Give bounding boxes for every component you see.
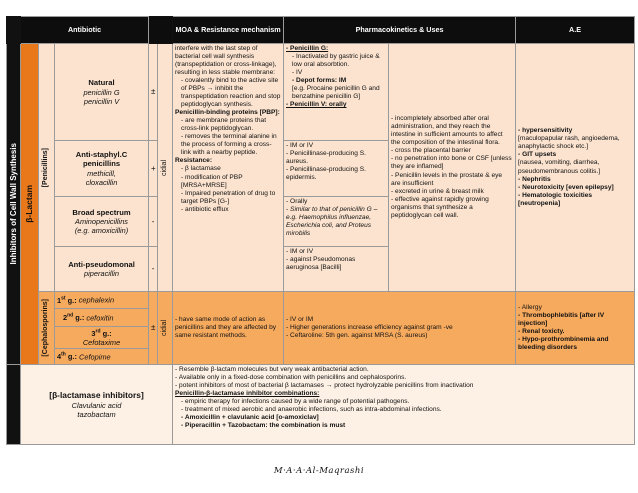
side-text-penicillins: [Penicillins] [42, 147, 50, 188]
pk-natural-line-3: - IV [292, 69, 303, 77]
pharmacology-table-sheet [6, 16, 634, 456]
side-label-inhibitors [7, 44, 21, 365]
ae-line-2: [maculopapular rash, angioedema, anaphylactic shock etc.] [518, 135, 620, 151]
bli-line-1: - Resemble β-lactam molecules but very weak antibacterial action. [175, 366, 369, 373]
ceph-gen2-drug: cefoxitin [86, 313, 114, 323]
moa-line-10: - antibiotic efflux [181, 205, 229, 213]
cidial-penicillins [158, 44, 173, 292]
pk-natural-line-5: [e.g. Procaine penicillin G and benzathine penicillin G] [292, 85, 380, 101]
ceph-gen4 [55, 349, 149, 365]
header-ae: A.E [516, 17, 635, 44]
pk-general-line-6: - effective against rapidly growing organisms that synthesize a peptidoglycan cell wall. [391, 195, 489, 219]
pk-natural-line-6: - Penicillin V: orally [286, 101, 347, 109]
ceph-ae-line-2: - Thrombophlebitis [after IV injection] [518, 311, 605, 327]
ae-line-6: - Neurotoxicity [even epilepsy] [518, 183, 614, 191]
natural-sign: ± [149, 44, 158, 141]
row-beta-lactamase-inhibitors [7, 365, 635, 445]
ceph-gen1-sup: st [61, 295, 66, 302]
broad-name: Broad spectrum [72, 207, 131, 217]
moa-line-9: - Impaired penetration of drug to target PBPs [G-] [181, 189, 276, 205]
ceph-gen1-suffix: g.: [65, 295, 79, 305]
moa-line-3: Penicillin-binding proteins [PBP]: [175, 109, 280, 117]
bli-drugs: Clavulanic acid tazobactam [71, 400, 122, 419]
bli-line-4: Penicillin-β-lactamase inhibitor combinations: [175, 390, 320, 398]
side-text-cephalosporins: [Cephalosporins] [42, 299, 50, 357]
broad-drugs: Aminopenicillins (e.g. amoxicillin) [74, 217, 129, 236]
bli-line-8: - Piperacillin + Tazobactam: the combination is must [181, 422, 346, 430]
ceph-gen1-drug: cephalexin [78, 295, 115, 305]
bli-name: [β-lactamase inhibitors] [49, 390, 144, 401]
bli-line-5: - empiric therapy for infections caused by a wide range of potential pathogens. [181, 398, 410, 406]
ceph-gen1-ord: 1 [57, 295, 62, 305]
ae-line-1: - hypersensitivity [518, 127, 573, 135]
ceph-gen2 [55, 309, 149, 327]
moa-line-5: - removes the terminal alanine in the process of forming a cross-link with a nearby peptide. [181, 133, 277, 157]
ceph-gen3-sup: rd [95, 328, 101, 335]
pk-antistaph-line-2: - Penicillinase-producing S. aureus. [286, 150, 366, 166]
pk-general-line-3: - no penetration into bone or CSF [unless they are inflamed] [391, 155, 512, 171]
ceph-gen4-sup: th [61, 351, 66, 358]
cell-pk-antistaph [284, 141, 389, 197]
pk-antistaph-line-3: - Penicillinase-producing S. epidermis. [286, 166, 366, 182]
cell-pk-natural [284, 44, 389, 141]
side-label-beta-lactam [21, 44, 39, 365]
pk-broad-line-1: - Orally [286, 198, 308, 205]
cell-pk-broad [284, 197, 389, 247]
cidial-cephalosporins [158, 292, 173, 365]
cidial-text-cephalosporins: cidial [160, 320, 168, 336]
side-label-cephalosporins [39, 292, 55, 365]
ceph-gen1 [55, 292, 149, 309]
moa-line-7: - β lactamase [181, 165, 221, 173]
pk-natural-line-2: - Inactivated by gastric juice & low oral absorbtion. [292, 53, 380, 69]
natural-name: Natural [88, 78, 115, 88]
bli-line-7: - Amoxicillin + clavulanic acid [o-amoxiclav] [181, 414, 319, 422]
pk-antipseudo-line-2: - against Pseudomonas aeruginosa [Bacilli] [286, 256, 356, 272]
moa-line-1: interfere with the last step of bacterial cell wall synthesis (transpeptidation or cross-linkage), resulting in less stable membrane: [175, 45, 277, 77]
pk-natural-line-4: - Depot forms: IM [292, 77, 347, 85]
ae-line-3: - GIT upsets [518, 151, 557, 159]
bli-line-2: - Available only in a fixed-dose combination with penicillins and cephalosporins. [175, 374, 407, 382]
pk-general-line-5: - excreted in urine & breast milk [391, 187, 484, 195]
ceph-gen4-ord: 4 [57, 352, 62, 362]
side-text-inhibitors: Inhibitors of Cell Wall Synthesis [9, 143, 18, 265]
pk-antipseudo-line-1: - IM or IV [286, 248, 314, 255]
header-row [7, 17, 635, 44]
bli-line-3: - potent inhibitors of most of bacterial β lactamases → protect hydrolyzable penicillins from inactivation [175, 382, 474, 390]
antibiotics-table [6, 16, 635, 445]
ceph-sign: ± [149, 292, 158, 365]
side-text-beta-lactam: β-Lactam [24, 185, 35, 223]
antistaph-sign: + [149, 141, 158, 197]
cell-antipseudo [55, 247, 149, 292]
cell-pk-antipseudo [284, 247, 389, 292]
ceph-ae-line-1: - Allergy [518, 303, 542, 311]
ae-line-7: - Hematologic toxicities [neutropenia] [518, 191, 593, 207]
header-antibiotic: Antibiotic [21, 17, 149, 44]
cidial-text-penicillins: cidial [160, 159, 168, 176]
header-moa: MOA & Resistance mechanism [173, 17, 284, 44]
ceph-pk-line-3: - Ceftaroline: 5th gen. against MRSA (S. aureus) [286, 332, 428, 340]
ae-line-5: - Nephritis [518, 175, 551, 183]
cell-pk-general [389, 44, 516, 292]
cell-penicillin-ae [516, 44, 635, 292]
cell-ceph-moa: - have same mode of action as penicillins and they are affected by same resistant methods. [173, 292, 284, 365]
ceph-gen3-ord: 3 [91, 328, 96, 338]
ceph-gen4-drug: Cefopime [79, 352, 111, 362]
antipseudo-sign: - [149, 247, 158, 292]
ceph-pk-line-1: - IV or IM [286, 315, 314, 323]
cell-ceph-ae [516, 292, 635, 365]
antistaph-name: Anti-staphyl.C penicillins [75, 150, 128, 169]
ceph-gen4-suffix: g.: [65, 352, 79, 362]
moa-line-8: - modification of PBP [MRSA+MRSE] [181, 173, 243, 189]
cell-natural [55, 44, 149, 141]
moa-line-2: - covalently bind to the active site of PBPs → inhibit the transpeptidation reaction and stop peptidoglycan synthesis. [181, 77, 281, 109]
bli-line-6: - treatment of mixed aerobic and anaerobic infections, such as intra-abdominal infections. [181, 406, 442, 414]
ceph-gen3-drug: Cefotaxime [82, 337, 121, 347]
antipseudo-name: Anti-pseudomonal [68, 259, 135, 269]
pk-general-line-4: - Penicillin levels in the prostate & eye are insufficient [391, 171, 503, 187]
cell-ceph-pk [284, 292, 516, 365]
ceph-gen2-ord: 2 [63, 313, 68, 323]
ceph-ae-line-4: - Hypo-prothrombinemia and bleeding disorders [518, 336, 609, 352]
cell-bli-details [173, 365, 635, 445]
pk-general-line-2: - cross the placental barrier [391, 147, 471, 155]
ceph-ae-line-3: - Renal toxicty. [518, 328, 565, 335]
author-signature: M·A·A·Al-Maqrashi [273, 466, 365, 476]
row-natural-penicillins [7, 44, 635, 141]
header-pk: Pharmacokinetics & Uses [284, 17, 516, 44]
cell-penicillin-moa [173, 44, 284, 292]
ceph-gen2-suffix: g.: [73, 313, 87, 323]
broad-sign: - [149, 197, 158, 247]
pk-natural-line-1: - Penicillin G: [286, 45, 329, 52]
pk-broad-line-2: - Similar to that of penicillin G – e.g. Haemophilus influenzae, Escherichia coli, and Proteus mirobilis [286, 206, 378, 238]
ceph-gen2-sup: nd [67, 312, 74, 319]
moa-line-6: Resistance: [175, 157, 213, 165]
side-label-penicillins [39, 44, 55, 292]
ceph-gen3-suffix: g.: [100, 328, 112, 338]
ceph-pk-line-2: - Higher generations increase efficiency against gram -ve [286, 323, 453, 331]
cell-bli-name [21, 365, 173, 445]
antistaph-drugs: methicill, cloxacillin [85, 168, 118, 187]
pk-general-line-1: - incompletely absorbed after oral administration, and they reach the intestine in sufficient amounts to affect the composition of the intestinal flora. [391, 115, 503, 147]
moa-line-4: - are membrane proteins that cross-link peptidoglycan. [181, 117, 267, 133]
pk-antistaph-line-1: - IM or IV [286, 142, 314, 149]
ae-line-4: [nausea, vomiting, diarrhea, pseudomembranous colitis.] [518, 159, 601, 175]
natural-drugs: penicillin G penicillin V [83, 87, 120, 106]
antipseudo-drugs: piperacillin [84, 269, 119, 279]
ceph-gen3 [55, 327, 149, 349]
cell-broad [55, 197, 149, 247]
row-ceph-gen1 [7, 292, 635, 309]
cell-antistaph [55, 141, 149, 197]
